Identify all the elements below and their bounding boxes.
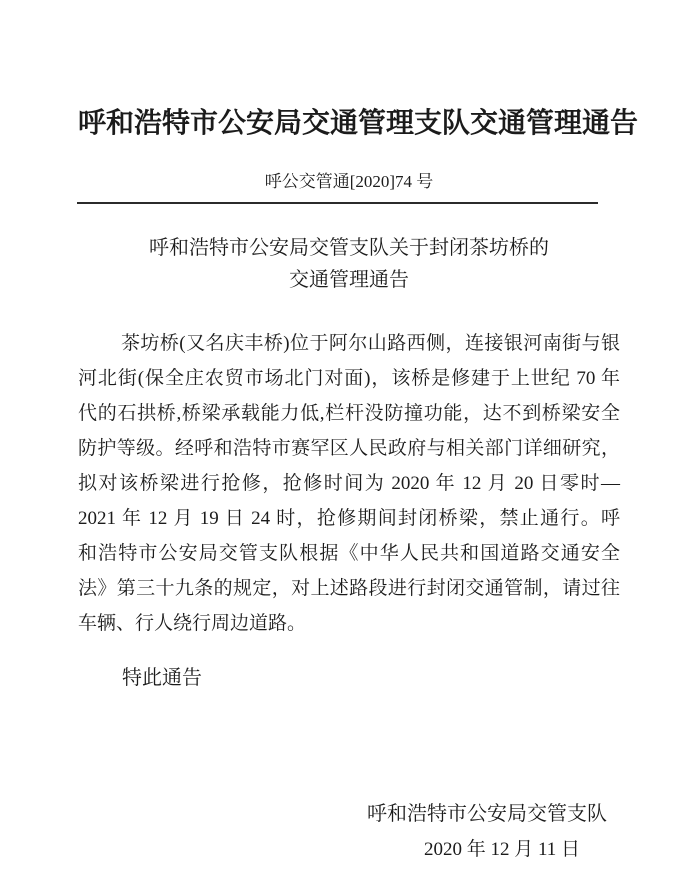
issue-date: 2020 年 12 月 11 日: [423, 839, 580, 860]
body-line: 拟对该桥梁进行抢修，抢修时间为 2020 年 12 月 20 日零时—: [78, 473, 620, 494]
body-line: 2021 年 12 月 19 日 24 时，抢修期间封闭桥梁，禁止通行。呼: [78, 508, 620, 529]
notice-body: [78, 326, 620, 641]
issuer-signature: 呼和浩特市公安局交管支队: [367, 803, 607, 825]
divider-line: [77, 202, 598, 204]
document-title: 呼和浩特市公安局交通管理支队交通管理通告: [78, 108, 639, 139]
notice-subtitle-line2: 交通管理通告: [289, 269, 409, 291]
body-line: 代的石拱桥,桥梁承载能力低,栏杆没防撞功能，达不到桥梁安全: [78, 403, 620, 424]
body-line: 茶坊桥(又名庆丰桥)位于阿尔山路西侧，连接银河南街与银: [121, 333, 620, 354]
body-line: 河北街(保全庄农贸市场北门对面)，该桥是修建于上世纪 70 年: [78, 368, 620, 389]
closing-statement: 特此通告: [122, 667, 202, 689]
body-line: 车辆、行人绕行周边道路。: [78, 613, 307, 634]
notice-subtitle: [78, 232, 620, 296]
body-line: 和浩特市公安局交管支队根据《中华人民共和国道路交通安全: [78, 543, 620, 564]
document-number: 呼公交管通[2020]74 号: [264, 172, 434, 191]
notice-subtitle-line1: 呼和浩特市公安局交管支队关于封闭茶坊桥的: [149, 237, 549, 259]
body-line: 防护等级。经呼和浩特市赛罕区人民政府与相关部门详细研究，: [78, 438, 620, 459]
body-line: 法》第三十九条的规定，对上述路段进行封闭交通管制，请过往: [78, 578, 620, 599]
